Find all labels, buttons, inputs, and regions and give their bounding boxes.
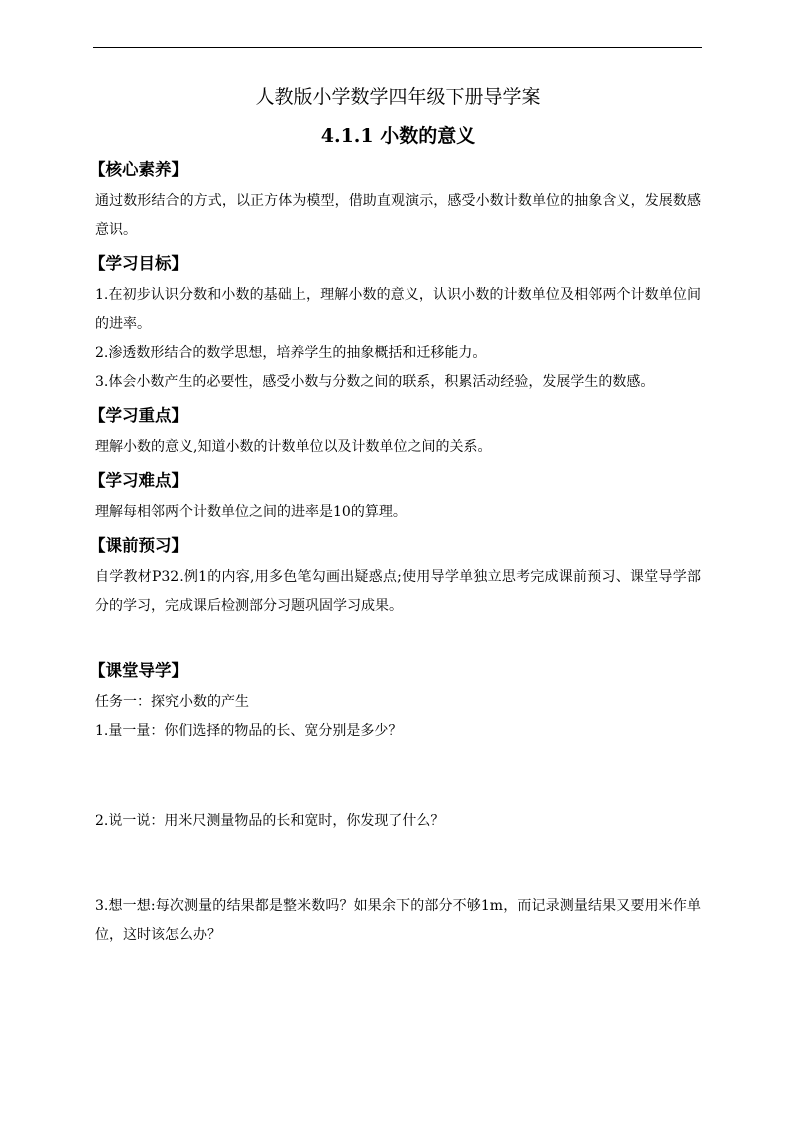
goal-item-3: 3.体会小数产生的必要性，感受小数与分数之间的联系，积累活动经验，发展学生的数感。	[95, 374, 655, 390]
heading-preview: 【课前预习】	[89, 536, 188, 555]
question-3: 3.想一想:每次测量的结果都是整米数吗？如果余下的部分不够1m，而记录测量结果又要用米作单位，这时该怎么办？	[95, 898, 701, 943]
task-one-title: 任务一：探究小数的产生	[95, 694, 249, 710]
answer-space-1	[95, 746, 701, 807]
goal-item-1: 1.在初步认识分数和小数的基础上，理解小数的意义，认识小数的计数单位及相邻两个计数单位间的进率。	[95, 287, 701, 332]
question-1: 1.量一量：你们选择的物品的长、宽分别是多少？	[95, 723, 403, 739]
document-page	[89, 82, 701, 950]
heading-core-literacy: 【核心素养】	[89, 160, 188, 179]
answer-space-2	[95, 836, 701, 892]
heading-learning-goals: 【学习目标】	[89, 254, 188, 273]
header-rule	[93, 47, 702, 48]
preview-text: 自学教材P32.例1的内容,用多色笔勾画出疑惑点;使用导学单独立思考完成课前预习、课堂导学部分的学习，完成课后检测部分习题巩固学习成果。	[95, 569, 701, 614]
difficulties-text: 理解每相邻两个计数单位之间的进率是10的算理。	[95, 504, 407, 520]
heading-difficulties: 【学习难点】	[89, 471, 188, 490]
lesson-title: 4.1.1 小数的意义	[320, 125, 476, 147]
heading-classroom-guide: 【课堂导学】	[89, 661, 188, 680]
document-title: 人教版小学数学四年级下册导学案	[255, 86, 541, 108]
key-points-text: 理解小数的意义,知道小数的计数单位以及计数单位之间的关系。	[95, 439, 492, 455]
question-2: 2.说一说：用米尺测量物品的长和宽时，你发现了什么？	[95, 813, 445, 829]
heading-key-points: 【学习重点】	[89, 406, 188, 425]
spacer	[95, 621, 701, 652]
core-literacy-text: 通过数形结合的方式，以正方体为模型，借助直观演示，感受小数计数单位的抽象含义，发展数感意识。	[95, 193, 701, 238]
goal-item-2: 2.渗透数形结合的数学思想，培养学生的抽象概括和迁移能力。	[95, 345, 487, 361]
